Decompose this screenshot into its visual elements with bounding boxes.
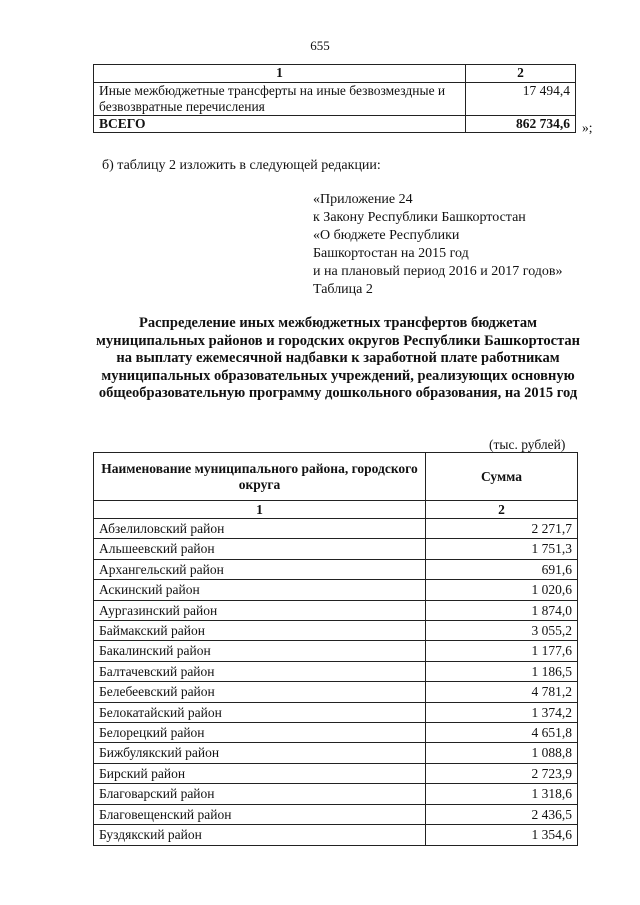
table-row [94,682,578,702]
district-amount: 1 751,3 [426,539,578,559]
total-value: 862 734,6 [466,116,576,133]
appendix-line: Башкортостан на 2015 год [313,246,469,261]
table-row [94,539,578,559]
document-title: Распределение иных межбюджетных трансфертов бюджетам муниципальных районов и городских округов Республики Башкортостан на выплату ежемесячной надбавки к заработной плате работникам муниципальных образовательных учреждений, реализующих основную общеобразовательную программу дошкольного образования, на 2015 год [96,315,580,401]
table-row [94,702,578,722]
table-row [94,83,576,116]
table-row [94,580,578,600]
district-name: Благоварский район [94,784,426,804]
district-name: Благовещенский район [94,804,426,824]
district-name: Аскинский район [94,580,426,600]
table-row [94,723,578,743]
district-name: Бирский район [94,763,426,783]
table-row [94,661,578,681]
district-name: Архангельский район [94,559,426,579]
table-header-row [94,65,576,83]
table-label: Таблица 2 [313,282,373,297]
header-sum: Сумма [426,453,578,501]
table-row [94,784,578,804]
header-name: Наименование муниципального района, городского округа [94,453,426,501]
appendix-line: «О бюджете Республики [313,228,460,243]
table-row [94,519,578,539]
district-amount: 1 186,5 [426,661,578,681]
district-name: Буздякский район [94,825,426,845]
district-amount: 4 651,8 [426,723,578,743]
appendix-line: к Закону Республики Башкортостан [313,210,526,225]
table-row [94,621,578,641]
district-amount: 2 436,5 [426,804,578,824]
district-amount: 1 020,6 [426,580,578,600]
total-label: ВСЕГО [94,116,466,133]
district-name: Балтачевский район [94,661,426,681]
row-value: 17 494,4 [466,83,576,116]
column-number-2: 2 [466,65,576,83]
district-amount: 1 318,6 [426,784,578,804]
district-amount: 4 781,2 [426,682,578,702]
appendix-header [313,191,563,299]
table-header-row [94,453,578,501]
instruction-text: б) таблицу 2 изложить в следующей редакции: [102,158,381,173]
district-amount: 691,6 [426,559,578,579]
table-row [94,641,578,661]
table-row [94,559,578,579]
district-name: Баймакский район [94,621,426,641]
table-row [94,804,578,824]
district-amount: 2 723,9 [426,763,578,783]
district-name: Бакалинский район [94,641,426,661]
table-row [94,763,578,783]
district-name: Белебеевский район [94,682,426,702]
district-name: Альшеевский район [94,539,426,559]
column-number-1: 1 [94,65,466,83]
closing-quote: »; [582,120,593,135]
district-amount: 3 055,2 [426,621,578,641]
total-row [94,116,576,133]
appendix-line: «Приложение 24 [313,192,413,207]
district-name: Белорецкий район [94,723,426,743]
district-amount: 1 354,6 [426,825,578,845]
district-amount: 2 271,7 [426,519,578,539]
page-number: 655 [310,38,330,53]
district-amount: 1 177,6 [426,641,578,661]
district-amount: 1 874,0 [426,600,578,620]
district-amount: 1 374,2 [426,702,578,722]
district-amount: 1 088,8 [426,743,578,763]
row-name: Иные межбюджетные трансферты на иные безвозмездные и безвозвратные перечисления [94,83,466,116]
table-row [94,825,578,845]
district-name: Бижбулякский район [94,743,426,763]
appendix-line: и на плановый период 2016 и 2017 годов» [313,264,563,279]
column-number-2: 2 [426,501,578,519]
district-name: Абзелиловский район [94,519,426,539]
table-row [94,743,578,763]
previous-table-end [93,64,576,133]
district-name: Белокатайский район [94,702,426,722]
distribution-table [93,452,578,846]
column-number-1: 1 [94,501,426,519]
unit-label: (тыс. рублей) [489,437,566,452]
column-numbers-row [94,501,578,519]
district-name: Аургазинский район [94,600,426,620]
table-row [94,600,578,620]
